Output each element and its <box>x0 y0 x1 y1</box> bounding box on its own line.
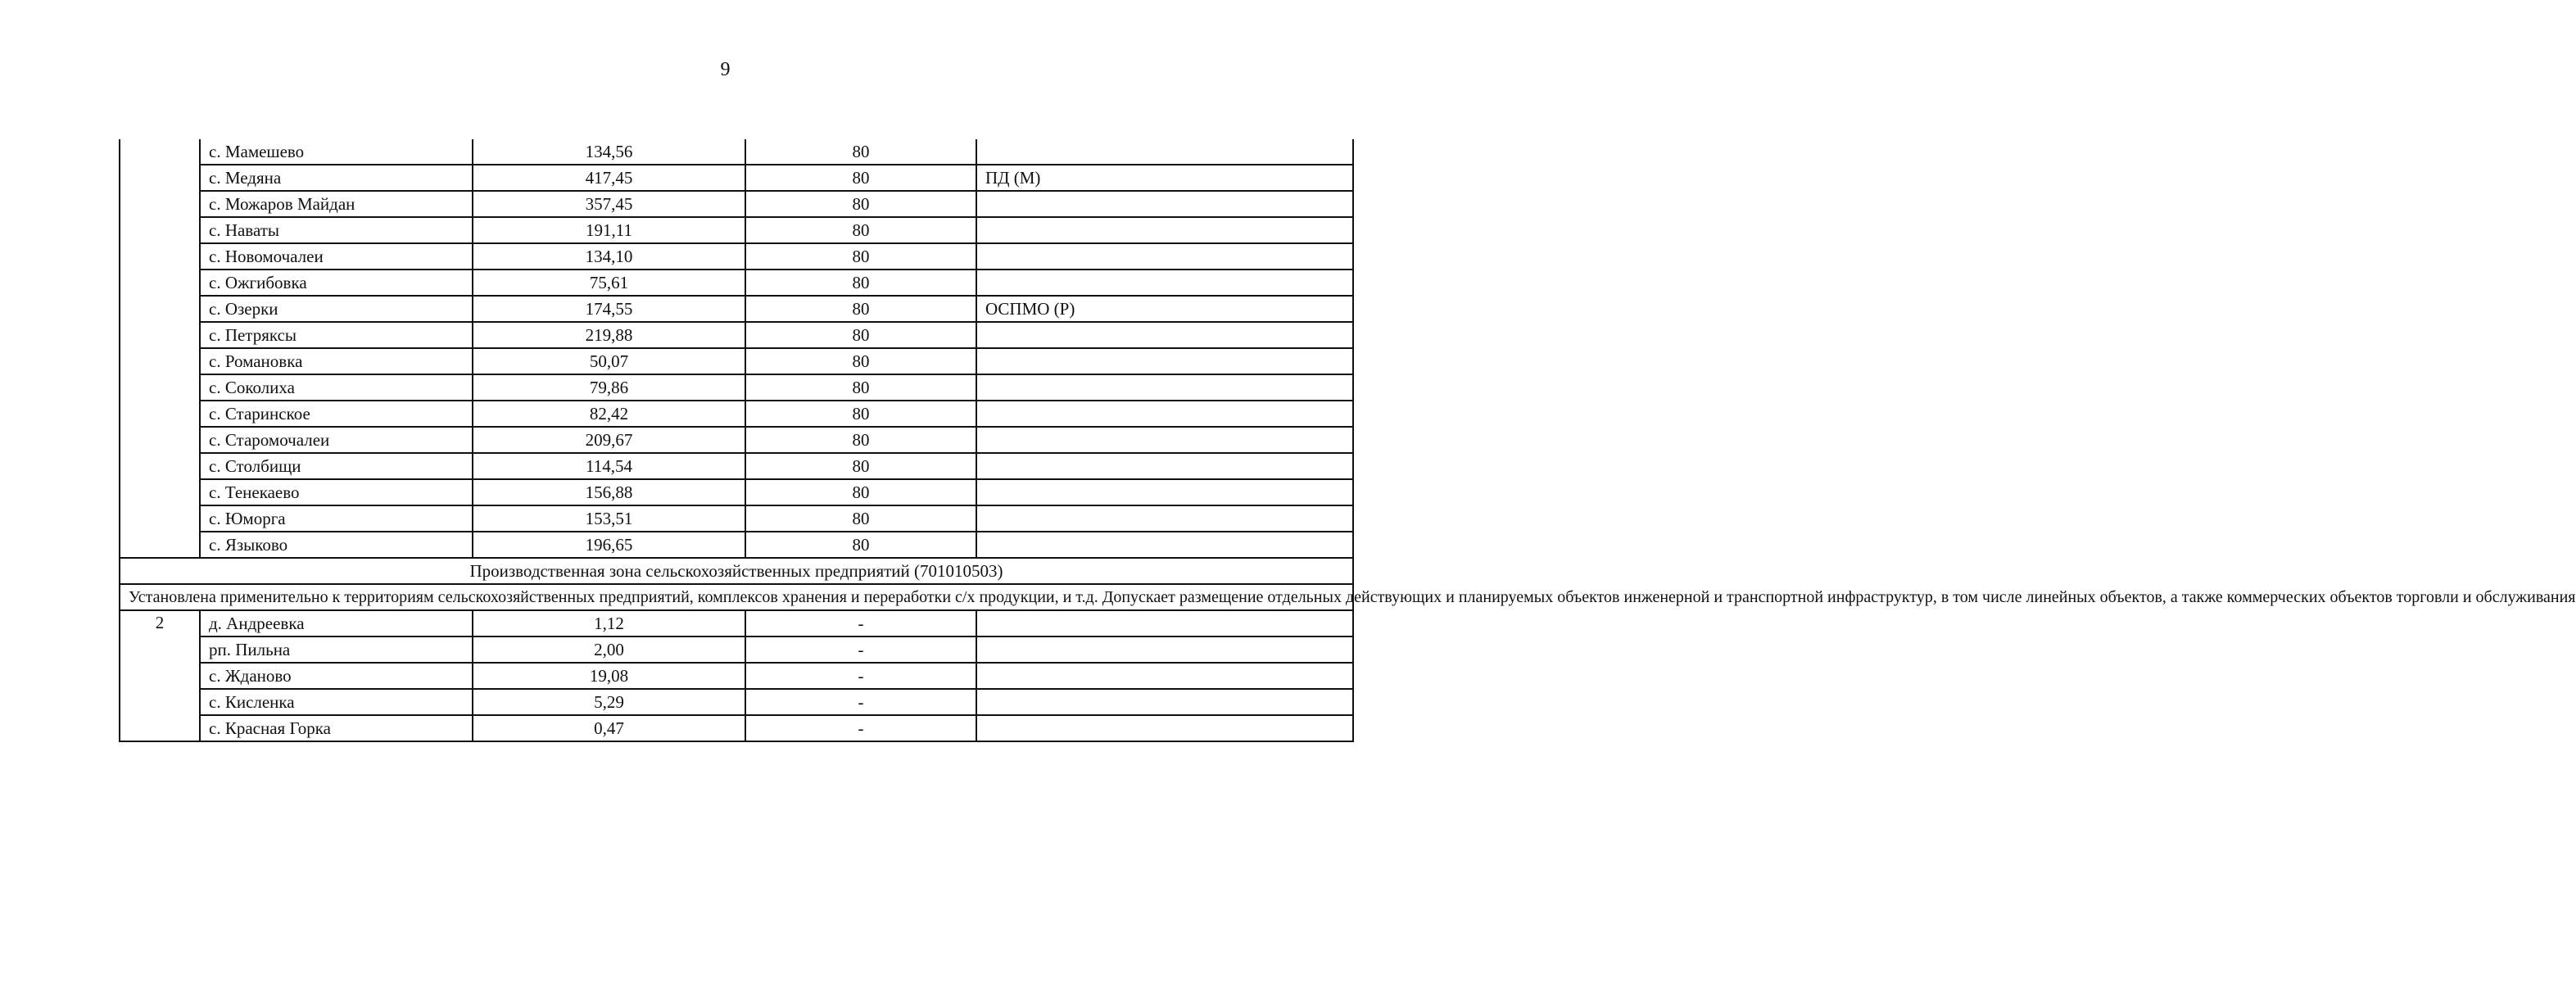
table-row <box>120 505 1353 532</box>
table-row <box>120 715 1353 741</box>
area-value: 174,55 <box>473 296 745 322</box>
height-value: 80 <box>745 401 976 427</box>
note-value <box>976 270 1353 296</box>
height-value: - <box>745 610 976 636</box>
note-value <box>976 636 1353 663</box>
zone-description: Установлена применительно к территориям сельскохозяйственных предприятий, комплексов хранения и переработки с/х продукции, и т.д. Допускает размещение отдельных действующих и планируемых объектов инженерной и транспортной инфраструктур, в том числе линейных объектов, а также коммерческих объектов торговли и обслуживания <box>120 584 1353 610</box>
zone-title: Производственная зона сельскохозяйственных предприятий (701010503) <box>120 558 1353 584</box>
note-value <box>976 715 1353 741</box>
settlement-name: с. Старинское <box>200 401 473 427</box>
height-value: - <box>745 715 976 741</box>
settlement-name: с. Старомочалеи <box>200 427 473 453</box>
page-number: 9 <box>720 59 731 80</box>
note-value <box>976 243 1353 270</box>
settlement-name: с. Петряксы <box>200 322 473 348</box>
height-value: 80 <box>745 139 976 165</box>
table-row <box>120 689 1353 715</box>
area-value: 156,88 <box>473 479 745 505</box>
height-value: 80 <box>745 479 976 505</box>
settlement-name: с. Ожгибовка <box>200 270 473 296</box>
settlement-name: с. Жданово <box>200 663 473 689</box>
area-value: 219,88 <box>473 322 745 348</box>
area-value: 191,11 <box>473 217 745 243</box>
area-value: 82,42 <box>473 401 745 427</box>
table-row <box>120 663 1353 689</box>
height-value: 80 <box>745 243 976 270</box>
note-value <box>976 217 1353 243</box>
table-row <box>120 217 1353 243</box>
area-value: 417,45 <box>473 165 745 191</box>
note-value <box>976 139 1353 165</box>
height-value: 80 <box>745 505 976 532</box>
settlement-name: с. Столбищи <box>200 453 473 479</box>
settlement-name: с. Мамешево <box>200 139 473 165</box>
table-row <box>120 243 1353 270</box>
height-value: - <box>745 689 976 715</box>
area-value: 114,54 <box>473 453 745 479</box>
area-value: 1,12 <box>473 610 745 636</box>
settlement-name: с. Новомочалеи <box>200 243 473 270</box>
group-number-cell <box>120 139 200 558</box>
settlement-name: рп. Пильна <box>200 636 473 663</box>
note-value <box>976 532 1353 558</box>
height-value: 80 <box>745 270 976 296</box>
settlement-name: с. Озерки <box>200 296 473 322</box>
table-row <box>120 270 1353 296</box>
area-value: 0,47 <box>473 715 745 741</box>
height-value: - <box>745 663 976 689</box>
settlement-name: с. Соколиха <box>200 374 473 401</box>
area-value: 5,29 <box>473 689 745 715</box>
area-value: 134,10 <box>473 243 745 270</box>
settlement-name: д. Андреевка <box>200 610 473 636</box>
note-value <box>976 453 1353 479</box>
table-row <box>120 610 1353 636</box>
height-value: 80 <box>745 217 976 243</box>
table-row <box>120 401 1353 427</box>
height-value: 80 <box>745 348 976 374</box>
settlement-name: с. Языково <box>200 532 473 558</box>
height-value: 80 <box>745 296 976 322</box>
zoning-table <box>119 139 2576 742</box>
note-value <box>976 479 1353 505</box>
settlement-name: с. Тенекаево <box>200 479 473 505</box>
height-value: 80 <box>745 453 976 479</box>
note-value <box>976 610 1353 636</box>
table-row <box>120 453 1353 479</box>
note-value <box>976 689 1353 715</box>
settlement-name: с. Романовка <box>200 348 473 374</box>
table-row <box>120 191 1353 217</box>
area-value: 75,61 <box>473 270 745 296</box>
note-value <box>976 427 1353 453</box>
settlement-name: с. Юморга <box>200 505 473 532</box>
area-value: 196,65 <box>473 532 745 558</box>
table-row <box>120 479 1353 505</box>
settlement-name: с. Наваты <box>200 217 473 243</box>
table-row <box>120 532 1353 558</box>
area-value: 50,07 <box>473 348 745 374</box>
height-value: - <box>745 636 976 663</box>
height-value: 80 <box>745 427 976 453</box>
note-value <box>976 191 1353 217</box>
note-value: ПД (М) <box>976 165 1353 191</box>
note-value: ОСПМО (Р) <box>976 296 1353 322</box>
settlement-name: с. Кисленка <box>200 689 473 715</box>
table-row <box>120 427 1353 453</box>
table-row <box>120 348 1353 374</box>
height-value: 80 <box>745 532 976 558</box>
settlement-name: с. Можаров Майдан <box>200 191 473 217</box>
table-row <box>120 322 1353 348</box>
area-value: 2,00 <box>473 636 745 663</box>
area-value: 357,45 <box>473 191 745 217</box>
table-row <box>120 374 1353 401</box>
table-row <box>120 139 1353 165</box>
area-value: 19,08 <box>473 663 745 689</box>
zone-description-row <box>120 584 1353 610</box>
note-value <box>976 505 1353 532</box>
note-value <box>976 401 1353 427</box>
settlement-name: с. Красная Горка <box>200 715 473 741</box>
zone-title-row <box>120 558 1353 584</box>
note-value <box>976 348 1353 374</box>
height-value: 80 <box>745 322 976 348</box>
area-value: 134,56 <box>473 139 745 165</box>
table-row <box>120 296 1353 322</box>
note-value <box>976 322 1353 348</box>
table-row <box>120 636 1353 663</box>
note-value <box>976 374 1353 401</box>
group-number: 2 <box>120 610 200 741</box>
note-value <box>976 663 1353 689</box>
height-value: 80 <box>745 165 976 191</box>
area-value: 153,51 <box>473 505 745 532</box>
area-value: 209,67 <box>473 427 745 453</box>
settlement-name: с. Медяна <box>200 165 473 191</box>
table-row <box>120 165 1353 191</box>
height-value: 80 <box>745 191 976 217</box>
area-value: 79,86 <box>473 374 745 401</box>
height-value: 80 <box>745 374 976 401</box>
